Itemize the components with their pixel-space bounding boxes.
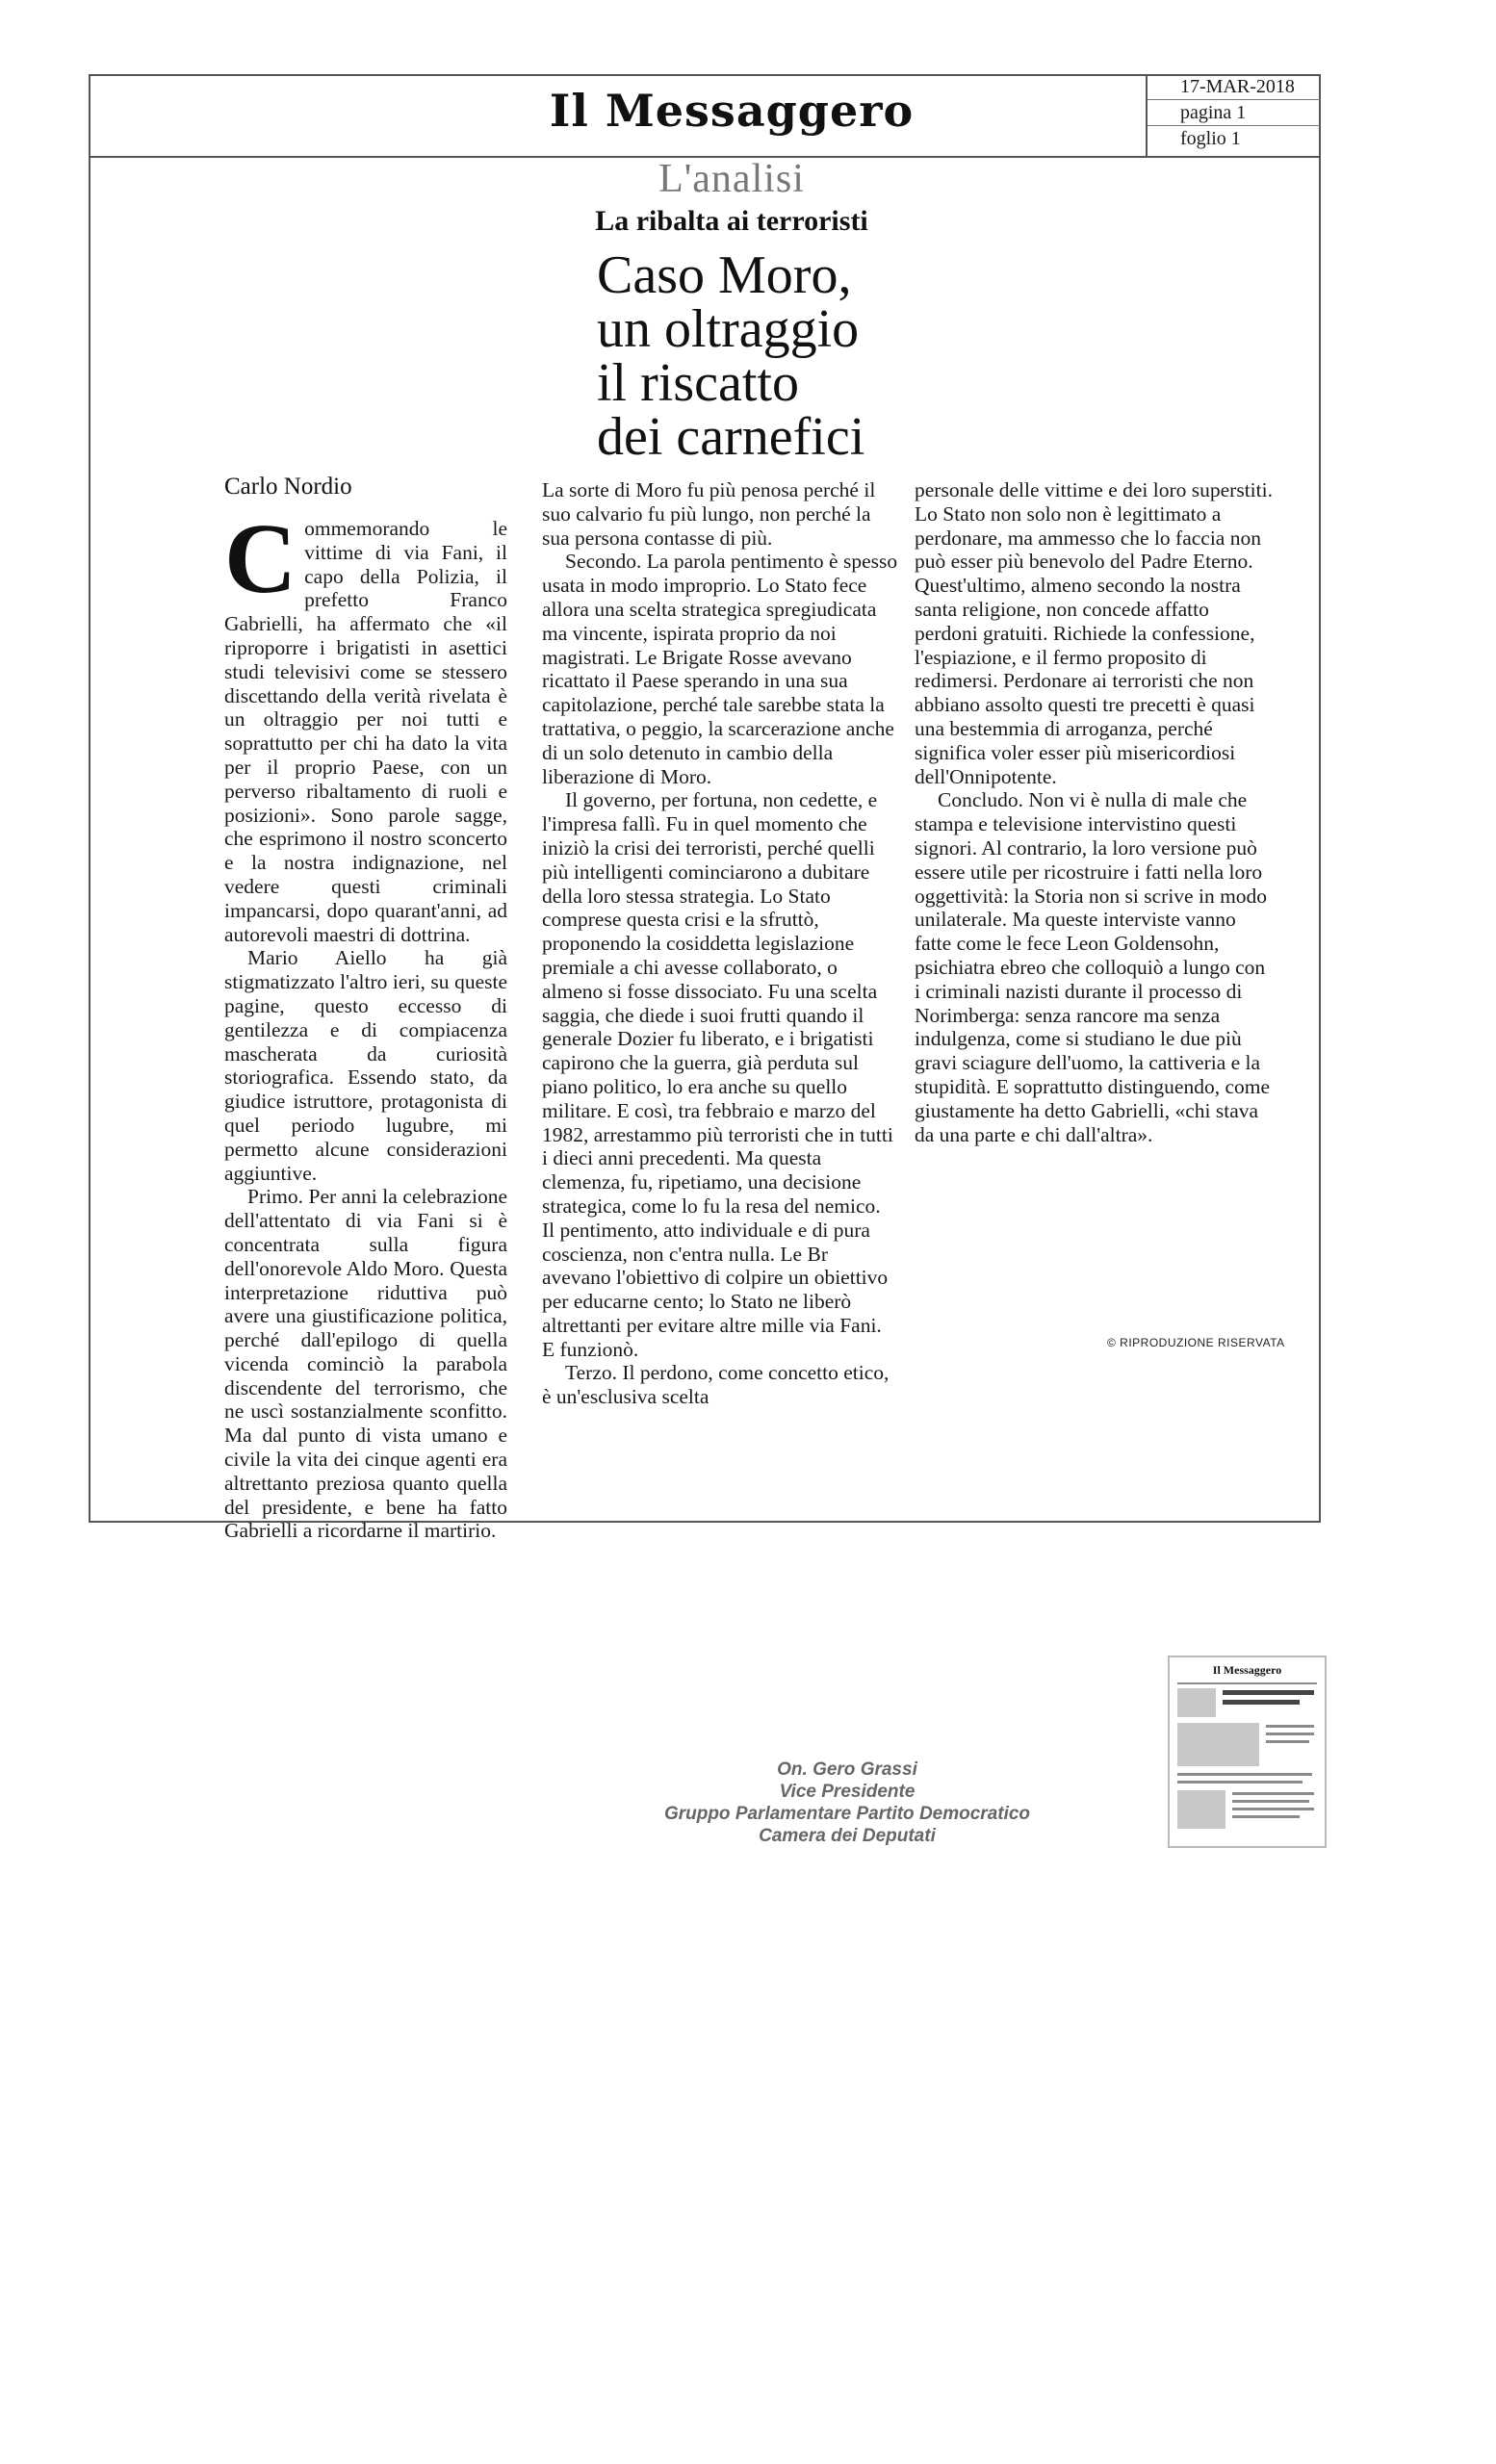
headline-line: il riscatto: [597, 353, 799, 413]
thumbnail-text: [1232, 1808, 1314, 1810]
thumbnail-text: [1232, 1800, 1309, 1803]
signature-role: Vice Presidente: [779, 1782, 916, 1802]
article-column-1: [224, 503, 507, 1543]
author-byline: Carlo Nordio: [224, 474, 352, 500]
drop-cap: C: [224, 503, 297, 614]
paragraph: personale delle vittime e dei loro superstiti. Lo Stato non solo non è legittimato a perdonare, ma ammesso che lo faccia non può esser più benevolo del Padre Eterno. Quest'ultimo, almeno secondo la nostra santa religione, non concede affatto perdoni gratuiti. Richiede la confessione, l'espiazione, e il fermo proposito di redimersi. Perdonare ai terroristi che non abbiano assolto questi tre precetti è quasi una bestemmia di arroganza, perché significa voler esser più misericordiosi dell'Onnipotente.: [915, 478, 1273, 788]
thumbnail-headline: [1223, 1700, 1300, 1705]
paragraph: Il governo, per fortuna, non cedette, e l'impresa fallì. Fu in quel momento che iniziò la crisi dei terroristi, perché quelli più intelligenti cominciarono a dubitare della loro stessa strategia. Lo Stato comprese questa crisi e la sfruttò, proponendo la cosiddetta legislazione premiale a chi avesse collaborato, o almeno si fosse dissociato. Fu una scelta saggia, che diede i suoi frutti quando il generale Dozier fu liberato, e i brigatisti capirono che la guerra, già perduta sul piano politico, lo era anche su quello militare. E così, tra febbraio e marzo del 1982, arrestammo più terroristi che in tutti i dieci anni precedenti. Ma questa clemenza, fu, ripetiamo, una decisione strategica, come lo fu la resa del nemico. Il pentimento, atto individuale e di pura coscienza, non c'entra nulla. Le Br avevano l'obiettivo di colpire un obiettivo per educarne cento; lo Stato ne liberò altrettanti per evitare altre mille via Fani. E funzionò.: [542, 788, 893, 1361]
paragraph: Mario Aiello ha già stigmatizzato l'altro ieri, su queste pagine, questo eccesso di gentilezza e di compiacenza mascherata da curiosità storiografica. Essendo stato, da giudice istruttore, protagonista di quel periodo lugubre, mi permetto alcune considerazioni aggiuntive.: [224, 946, 507, 1185]
copyright-notice: © RIPRODUZIONE RISERVATA: [1107, 1336, 1285, 1349]
sheet-label: foglio 1: [1180, 128, 1241, 149]
paragraph: Primo. Per anni la celebrazione dell'attentato di via Fani si è concentrata sulla figura dell'onorevole Aldo Moro. Questa interpretazione riduttiva può avere una giustificazione politica, perché dall'epilogo di quella vicenda cominciò la parabola discendente del terrorismo, che ne uscì sostanzialmente sconfitto. Ma dal punto di vista umano e civile la vita dei cinque agenti era altrettanto preziosa quanto quella del presidente, e bene ha fatto Gabrielli a ricordarne il martirio.: [224, 1185, 507, 1543]
paragraph: Concludo. Non vi è nulla di male che stampa e televisione intervistino questi signori. Al contrario, la loro versione può essere utile per ricostruire i fatti nella loro oggettività: la Storia non si scrive in modo unilaterale. Ma queste interviste vanno fatte come le fece Leon Goldensohn, psichiatra ebreo che colloquiò a lungo con i criminali nazisti durante il processo di Norimberga: senza rancore ma senza indulgenza, come si studiano le due più gravi sciagure dell'uomo, la cattiveria e la stupidità. E soprattutto distinguendo, come giustamente ha detto Gabrielli, «chi stava da una parte e chi dall'altra».: [915, 788, 1271, 1146]
thumbnail-headline: [1223, 1690, 1314, 1695]
thumbnail-text: [1232, 1792, 1314, 1795]
headline: [597, 245, 963, 467]
thumbnail-text: [1232, 1815, 1300, 1818]
paragraph: Secondo. La parola pentimento è spesso usata in modo improprio. Lo Stato fece allora una scelta strategica spregiudicata ma vincente, ispirata proprio da noi magistrati. Le Brigate Rosse avevano ricattato il Paese sperando in una sua capitolazione, perché tale sarebbe stata la trattativa, o peggio, la scarcerazione anche di un solo detenuto in cambio della liberazione di Moro.: [542, 550, 898, 788]
paragraph-text: ommemorando le vittime di via Fani, il capo della Polizia, il prefetto Franco Gabrielli, ha affermato che «il riproporre i brigatisti in asettici studi televisivi come se stessero discettando della verità rivelata è un oltraggio per noi tutti e soprattutto per chi ha dato la vita per il proprio Paese, con un perverso ribaltamento di ruoli e posizioni». Sono parole sagge, che esprimono il nostro sconcerto e la nostra indignazione, nel vedere questi criminali impancarsi, dopo quarant'anni, ad autorevoli maestri di dottrina.: [224, 517, 507, 946]
thumbnail-photo: [1177, 1790, 1225, 1829]
kicker: La ribalta ai terroristi: [595, 205, 868, 237]
masthead: Il Messaggero: [549, 85, 915, 137]
headline-line: dei carnefici: [597, 407, 865, 467]
thumbnail-text: [1266, 1725, 1314, 1728]
thumbnail-text: [1266, 1740, 1309, 1743]
thumbnail-rule: [1177, 1682, 1317, 1684]
signature-group: Gruppo Parlamentare Partito Democratico: [663, 1804, 1031, 1824]
thumbnail-photo: [1177, 1688, 1216, 1717]
thumbnail-text: [1177, 1773, 1312, 1776]
date-label: 17-MAR-2018: [1148, 74, 1321, 100]
section-label: L'analisi: [658, 157, 805, 201]
paragraph: [224, 503, 507, 946]
thumbnail-masthead: Il Messaggero: [1212, 1663, 1282, 1677]
front-page-thumbnail: [1168, 1656, 1327, 1848]
thumbnail-photo: [1177, 1723, 1259, 1766]
paragraph: La sorte di Moro fu più penosa perché il suo calvario fu più lungo, non perché la sua persona contasse di più.: [542, 478, 876, 550]
date-box: [1146, 74, 1321, 156]
article-column-3: [915, 478, 1273, 1146]
signature-block: [655, 1758, 1040, 1847]
signature-chamber: Camera dei Deputati: [759, 1826, 936, 1846]
thumbnail-text: [1266, 1732, 1314, 1735]
article-column-2: [542, 478, 898, 1409]
page-label: pagina 1: [1148, 100, 1321, 126]
headline-line: un oltraggio: [597, 299, 860, 359]
paragraph: Terzo. Il perdono, come concetto etico, è un'esclusiva scelta: [542, 1361, 890, 1409]
thumbnail-text: [1177, 1781, 1303, 1784]
signature-name: On. Gero Grassi: [777, 1759, 917, 1780]
headline-line: Caso Moro,: [597, 245, 852, 305]
